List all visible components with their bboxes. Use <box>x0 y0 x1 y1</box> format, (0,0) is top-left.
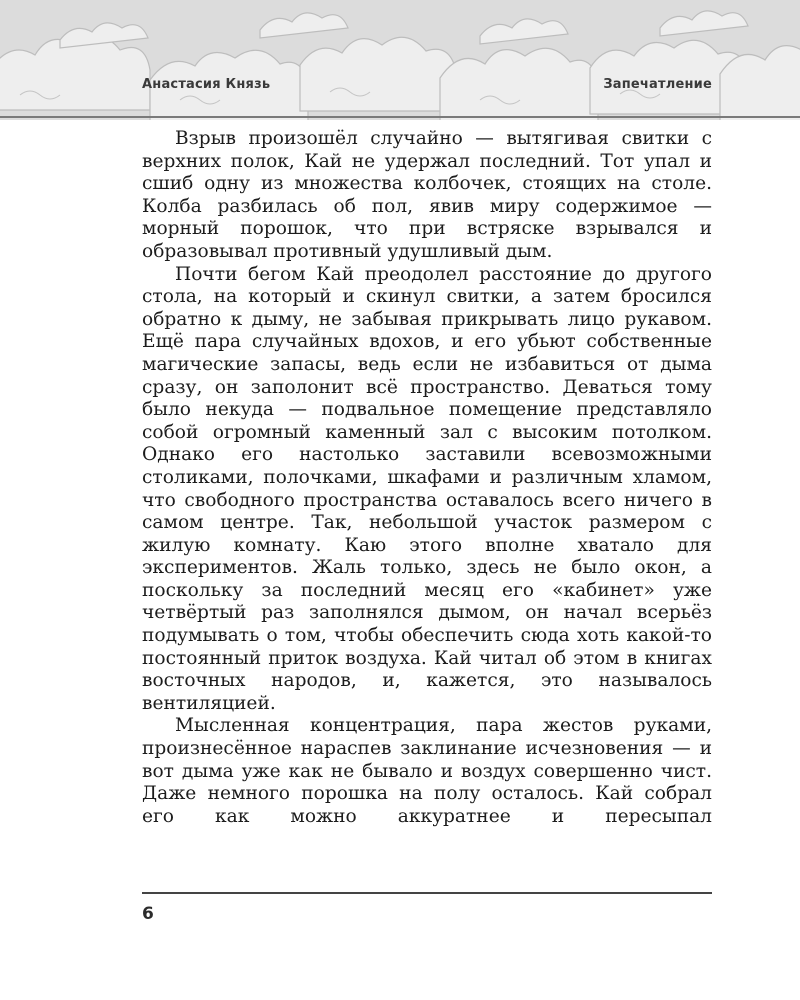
paragraph-1: Взрыв произошёл случайно — вытягивая свитки с верхних полок, Кай не удержал последний. Тот упал и сшиб одну из множества колбочек, стоящих на столе. Колба разбилась об пол, явив миру содержимое — морный порошок, что при встряске взрывался и образовывал противный удушливый дым. <box>142 128 712 262</box>
running-header-author: Анастасия Князь <box>142 77 271 92</box>
page-number: 6 <box>142 904 154 924</box>
paragraph-3: Мысленная концентрация, пара жестов руками, произнесённое нараспев заклинание исчезновения — и вот дыма уже как не бывало и воздух совершенно чист. Даже немного порошка на полу осталось. Кай собрал его как можно аккуратнее и пересыпал <box>142 715 712 827</box>
cloud-pattern-icon <box>0 0 800 120</box>
footer-divider <box>142 892 712 894</box>
header-band <box>0 0 800 120</box>
header-divider <box>0 116 800 118</box>
paragraph-2: Почти бегом Кай преодолел расстояние до другого стола, на который и скинул свитки, а затем бросился обратно к дыму, не забывая прикрывать лицо рукавом. Ещё пара случайных вдохов, и его убьют собственные магические запасы, ведь если не избавиться от дыма сразу, он заполонит всё пространство. Деваться тому было некуда — подвальное помещение представляло собой огромный каменный зал с высоким потолком. Однако его настолько заставили всевозможными столиками, полочками, шкафами и различным хламом, что свободного пространства оставалось всего ничего в самом центре. Так, небольшой участок размером с жилую комнату. Каю этого вполне хватало для экспериментов. Жаль только, здесь не было окон, а поскольку за последний месяц его «кабинет» уже четвёртый раз заполнялся дымом, он начал всерьёз подумывать о том, чтобы обеспечить сюда хоть какой-то постоянный приток воздуха. Кай читал об этом в книгах восточных народов, и, кажется, это называлось вентиляцией. <box>142 263 712 714</box>
running-header-title: Запечатление <box>603 77 712 92</box>
body-text <box>142 128 712 828</box>
